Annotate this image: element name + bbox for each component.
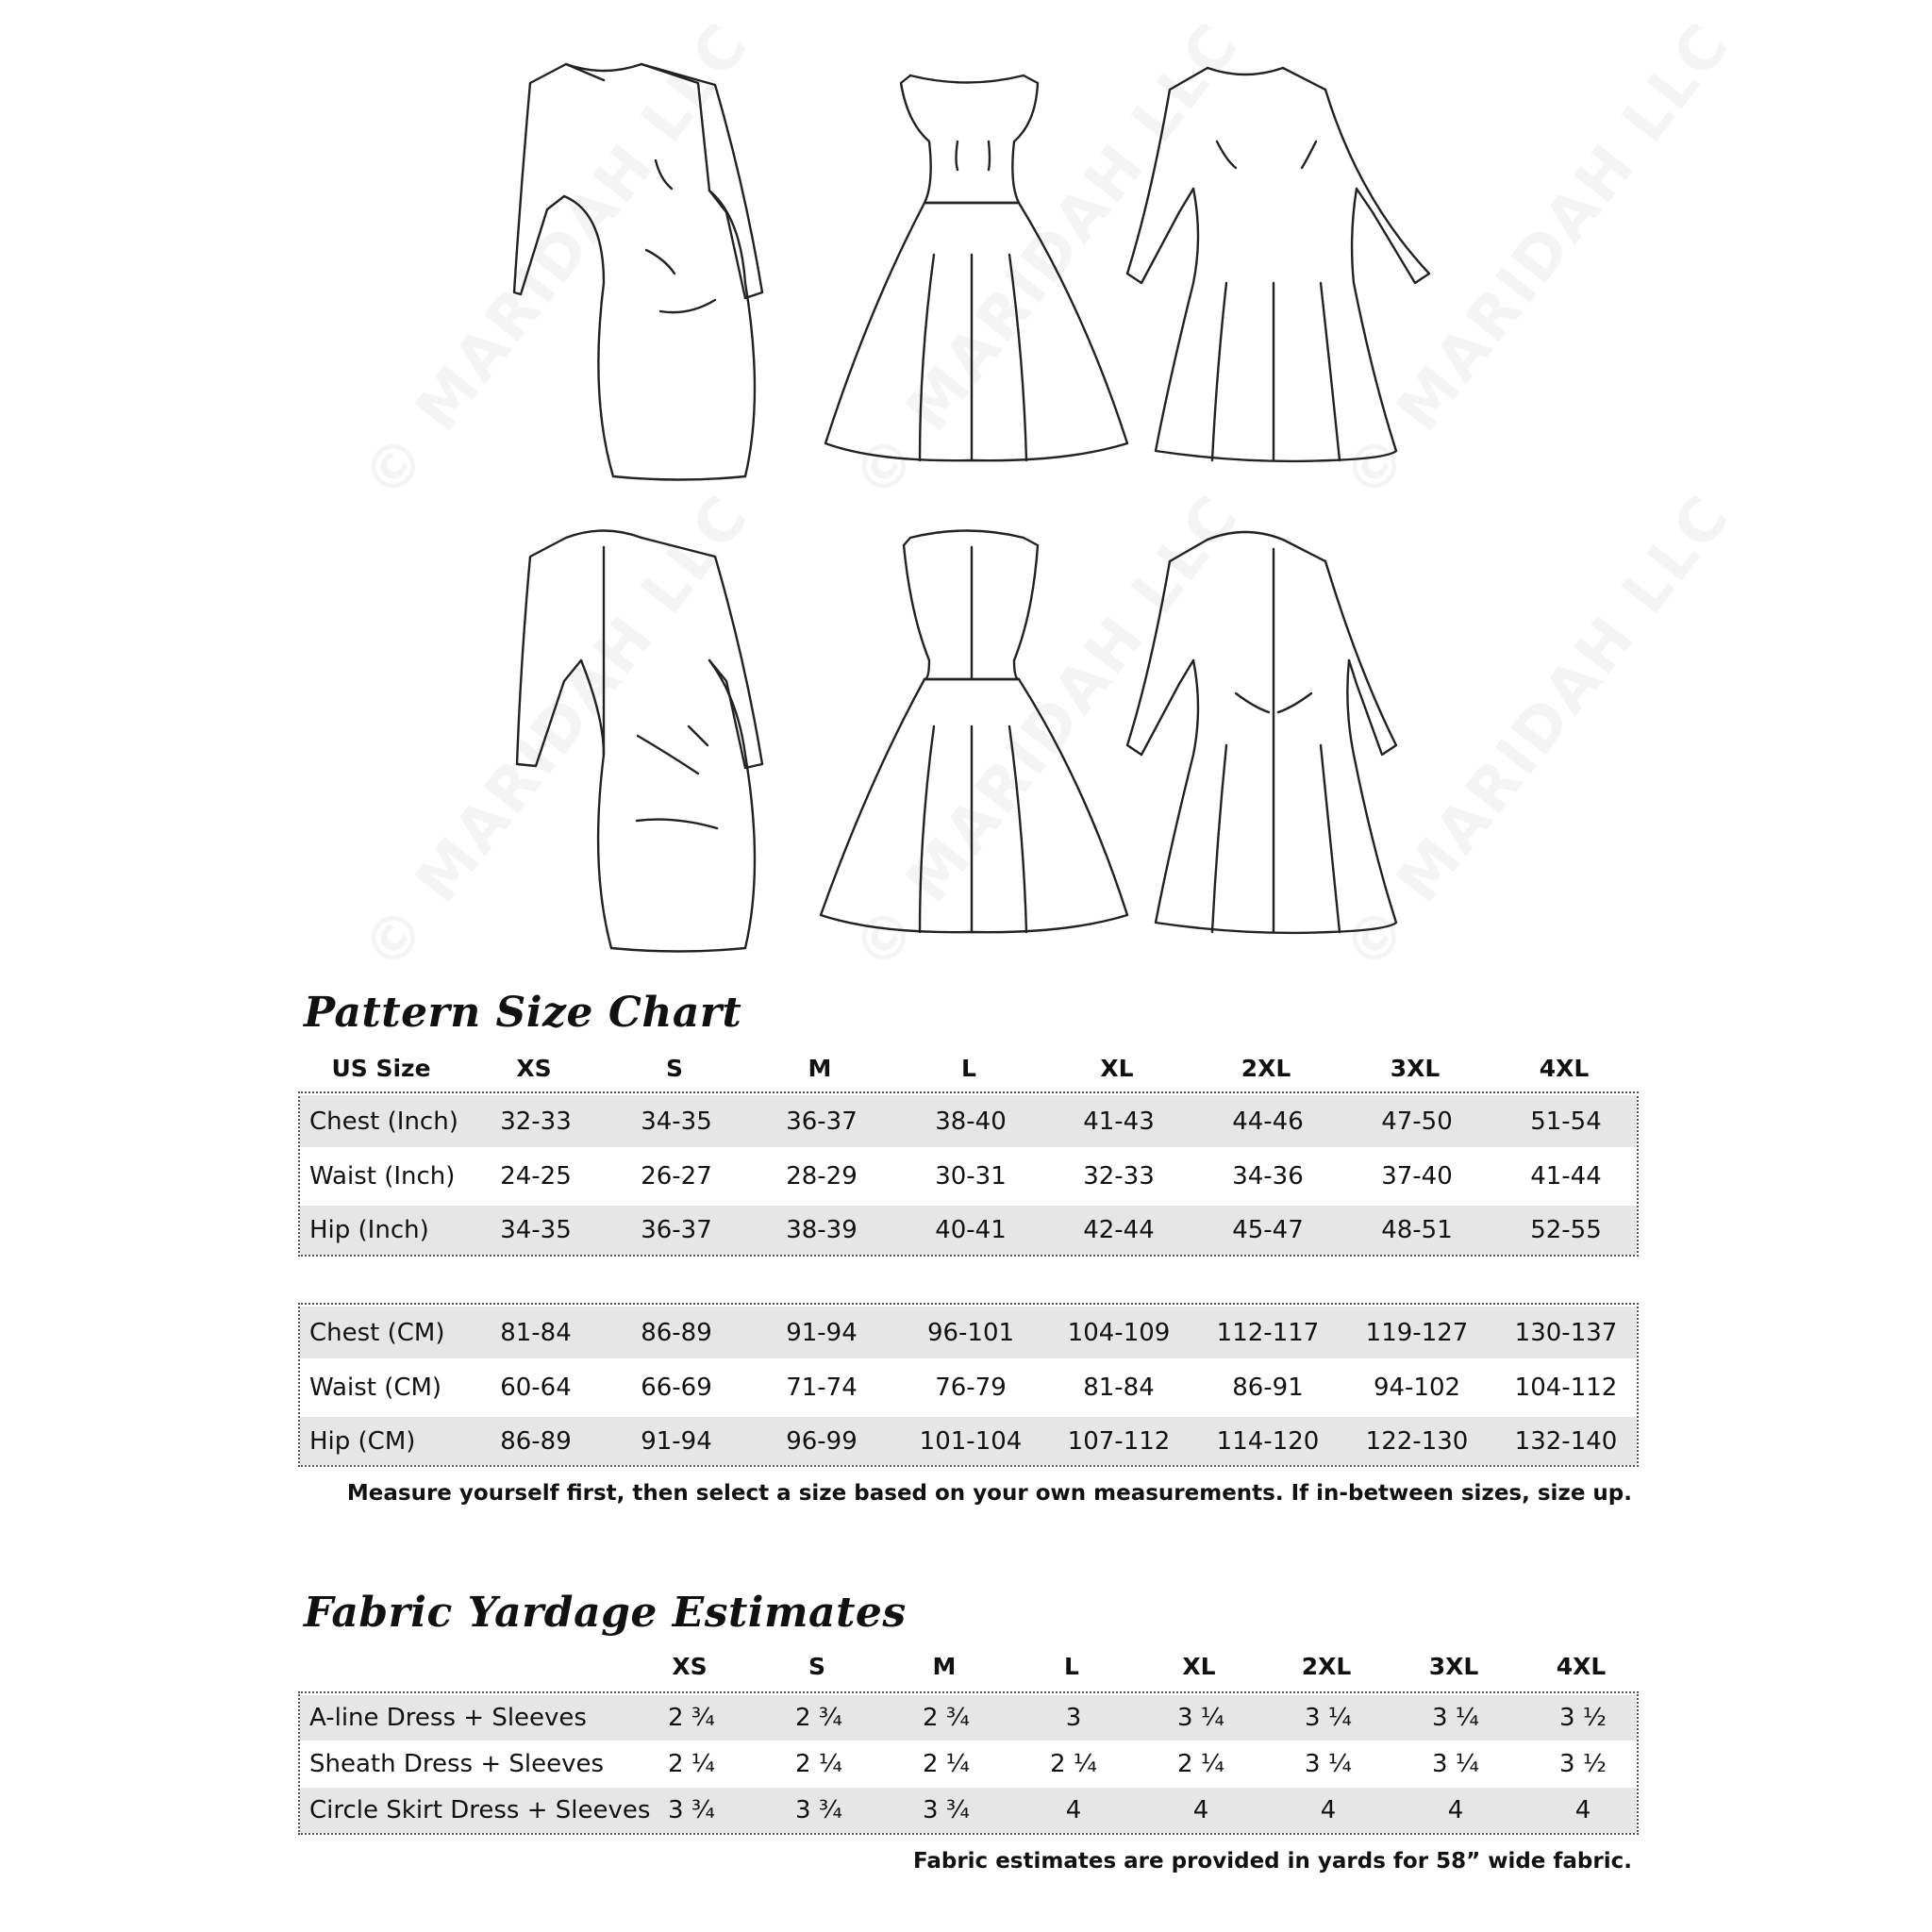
table-cell: 66-69	[641, 1374, 712, 1402]
size-header: 2XL	[1301, 1653, 1352, 1680]
table-cell: 41-44	[1530, 1162, 1602, 1191]
table-cell: 119-127	[1365, 1318, 1469, 1347]
table-cell: 3 ¼	[1176, 1704, 1225, 1732]
row-label: Waist (CM)	[309, 1374, 442, 1402]
table-cell: 51-54	[1530, 1107, 1602, 1136]
table-cell: 3	[1065, 1704, 1082, 1732]
table-cell: 28-29	[786, 1162, 858, 1191]
table-cell: 2 ¾	[667, 1704, 716, 1732]
size-header: S	[808, 1653, 826, 1680]
table-cell: 86-91	[1232, 1374, 1304, 1402]
table-cell: 2 ¼	[667, 1750, 716, 1778]
table-cell: 96-99	[786, 1426, 858, 1456]
table-cell: 41-43	[1083, 1107, 1155, 1136]
table-cell: 71-74	[786, 1374, 858, 1402]
table-cell: 32-33	[500, 1107, 572, 1136]
table-cell: 3 ¾	[794, 1796, 843, 1824]
circle-skirt-dress-front-drawing	[825, 75, 1127, 460]
table-cell: 132-140	[1514, 1426, 1618, 1456]
table-row	[300, 1788, 1637, 1833]
row-label: Chest (Inch)	[309, 1107, 458, 1136]
table-row	[300, 1307, 1637, 1358]
table-cell: 2 ¼	[1176, 1750, 1225, 1778]
size-header: M	[808, 1055, 832, 1082]
table-cell: 86-89	[500, 1426, 572, 1456]
yardage-header	[0, 1653, 1932, 1683]
table-cell: 3 ¼	[1431, 1750, 1480, 1778]
yardage-table	[298, 1691, 1639, 1835]
table-cell: 76-79	[935, 1374, 1007, 1402]
table-cell: 24-25	[500, 1162, 572, 1191]
sheath-dress-front-drawing	[514, 60, 762, 480]
size-header: XL	[1182, 1653, 1216, 1680]
table-row	[300, 1740, 1637, 1788]
table-cell: 45-47	[1232, 1216, 1304, 1244]
size-header: L	[961, 1055, 976, 1082]
size-header: 4XL	[1539, 1055, 1590, 1082]
table-row	[300, 1417, 1637, 1465]
table-cell: 30-31	[935, 1162, 1007, 1191]
yardage-note: Fabric estimates are provided in yards for 58” wide fabric.	[912, 1849, 1632, 1874]
table-row	[300, 1147, 1637, 1206]
sheath-dress-back-drawing	[517, 531, 762, 952]
inch-measurements-table	[298, 1091, 1639, 1257]
size-header: 4XL	[1556, 1653, 1607, 1680]
aline-dress-front-drawing	[1127, 68, 1429, 461]
table-cell: 81-84	[1083, 1374, 1155, 1402]
table-cell: 96-101	[926, 1318, 1015, 1347]
table-cell: 112-117	[1216, 1318, 1320, 1347]
table-cell: 104-112	[1514, 1374, 1618, 1402]
table-cell: 38-40	[935, 1107, 1007, 1136]
size-chart-note: Measure yourself first, then select a size based on your own measurements. If in-between sizes, size up.	[346, 1481, 1632, 1506]
table-cell: 47-50	[1381, 1107, 1453, 1136]
row-label: Circle Skirt Dress + Sleeves	[309, 1796, 651, 1824]
table-row	[300, 1206, 1637, 1255]
circle-skirt-dress-back-drawing	[821, 531, 1127, 933]
table-cell: 38-39	[786, 1216, 858, 1244]
size-header: XL	[1100, 1055, 1134, 1082]
table-cell: 4	[1320, 1796, 1337, 1824]
row-label: Hip (CM)	[309, 1426, 416, 1456]
table-cell: 130-137	[1514, 1318, 1618, 1347]
table-cell: 37-40	[1381, 1162, 1453, 1191]
table-cell: 2 ¾	[794, 1704, 843, 1732]
aline-dress-back-drawing	[1127, 532, 1396, 933]
row-label: Hip (Inch)	[309, 1216, 429, 1244]
table-cell: 107-112	[1067, 1426, 1171, 1456]
table-row	[300, 1358, 1637, 1417]
table-cell: 60-64	[500, 1374, 572, 1402]
table-cell: 2 ¾	[922, 1704, 971, 1732]
table-row	[300, 1695, 1637, 1740]
table-cell: 91-94	[641, 1426, 712, 1456]
table-cell: 3 ½	[1558, 1704, 1607, 1732]
table-cell: 122-130	[1365, 1426, 1469, 1456]
yardage-title: Fabric Yardage Estimates	[304, 1589, 907, 1637]
table-cell: 2 ¼	[794, 1750, 843, 1778]
size-chart-title: Pattern Size Chart	[304, 989, 742, 1037]
size-header: L	[1064, 1653, 1079, 1680]
table-cell: 4	[1192, 1796, 1209, 1824]
size-header: M	[932, 1653, 957, 1680]
table-cell: 34-36	[1232, 1162, 1304, 1191]
table-cell: 91-94	[786, 1318, 858, 1347]
table-cell: 48-51	[1381, 1216, 1453, 1244]
table-cell: 4	[1574, 1796, 1591, 1824]
size-header: XS	[516, 1055, 552, 1082]
dress-illustrations	[0, 0, 1932, 962]
table-cell: 3 ½	[1558, 1750, 1607, 1778]
row-label: Chest (CM)	[309, 1318, 445, 1347]
table-cell: 32-33	[1083, 1162, 1155, 1191]
row-label: Sheath Dress + Sleeves	[309, 1750, 605, 1778]
size-header: 3XL	[1428, 1653, 1479, 1680]
table-cell: 3 ¼	[1304, 1704, 1353, 1732]
size-header: 2XL	[1241, 1055, 1291, 1082]
row-label: Waist (Inch)	[309, 1162, 456, 1191]
table-cell: 34-35	[500, 1216, 572, 1244]
table-cell: 114-120	[1216, 1426, 1320, 1456]
cm-measurements-table	[298, 1303, 1639, 1467]
table-cell: 2 ¼	[922, 1750, 971, 1778]
table-cell: 34-35	[641, 1107, 712, 1136]
table-cell: 104-109	[1067, 1318, 1171, 1347]
table-cell: 3 ¼	[1304, 1750, 1353, 1778]
table-cell: 36-37	[641, 1216, 712, 1244]
table-cell: 3 ¼	[1431, 1704, 1480, 1732]
table-cell: 26-27	[641, 1162, 712, 1191]
size-header: S	[665, 1055, 684, 1082]
table-cell: 52-55	[1530, 1216, 1602, 1244]
size-chart-header	[0, 1055, 1932, 1085]
table-cell: 42-44	[1083, 1216, 1155, 1244]
size-header: XS	[672, 1653, 708, 1680]
table-cell: 3 ¾	[667, 1796, 716, 1824]
table-cell: 40-41	[935, 1216, 1007, 1244]
table-cell: 3 ¾	[922, 1796, 971, 1824]
table-cell: 36-37	[786, 1107, 858, 1136]
row-label: A-line Dress + Sleeves	[309, 1704, 587, 1732]
table-row	[300, 1095, 1637, 1147]
table-cell: 4	[1447, 1796, 1464, 1824]
table-cell: 44-46	[1232, 1107, 1304, 1136]
table-cell: 4	[1065, 1796, 1082, 1824]
table-cell: 86-89	[641, 1318, 712, 1347]
us-size-header: US Size	[331, 1055, 431, 1082]
table-cell: 94-102	[1373, 1374, 1461, 1402]
table-cell: 2 ¼	[1049, 1750, 1098, 1778]
table-cell: 101-104	[919, 1426, 1023, 1456]
table-cell: 81-84	[500, 1318, 572, 1347]
size-header: 3XL	[1390, 1055, 1441, 1082]
